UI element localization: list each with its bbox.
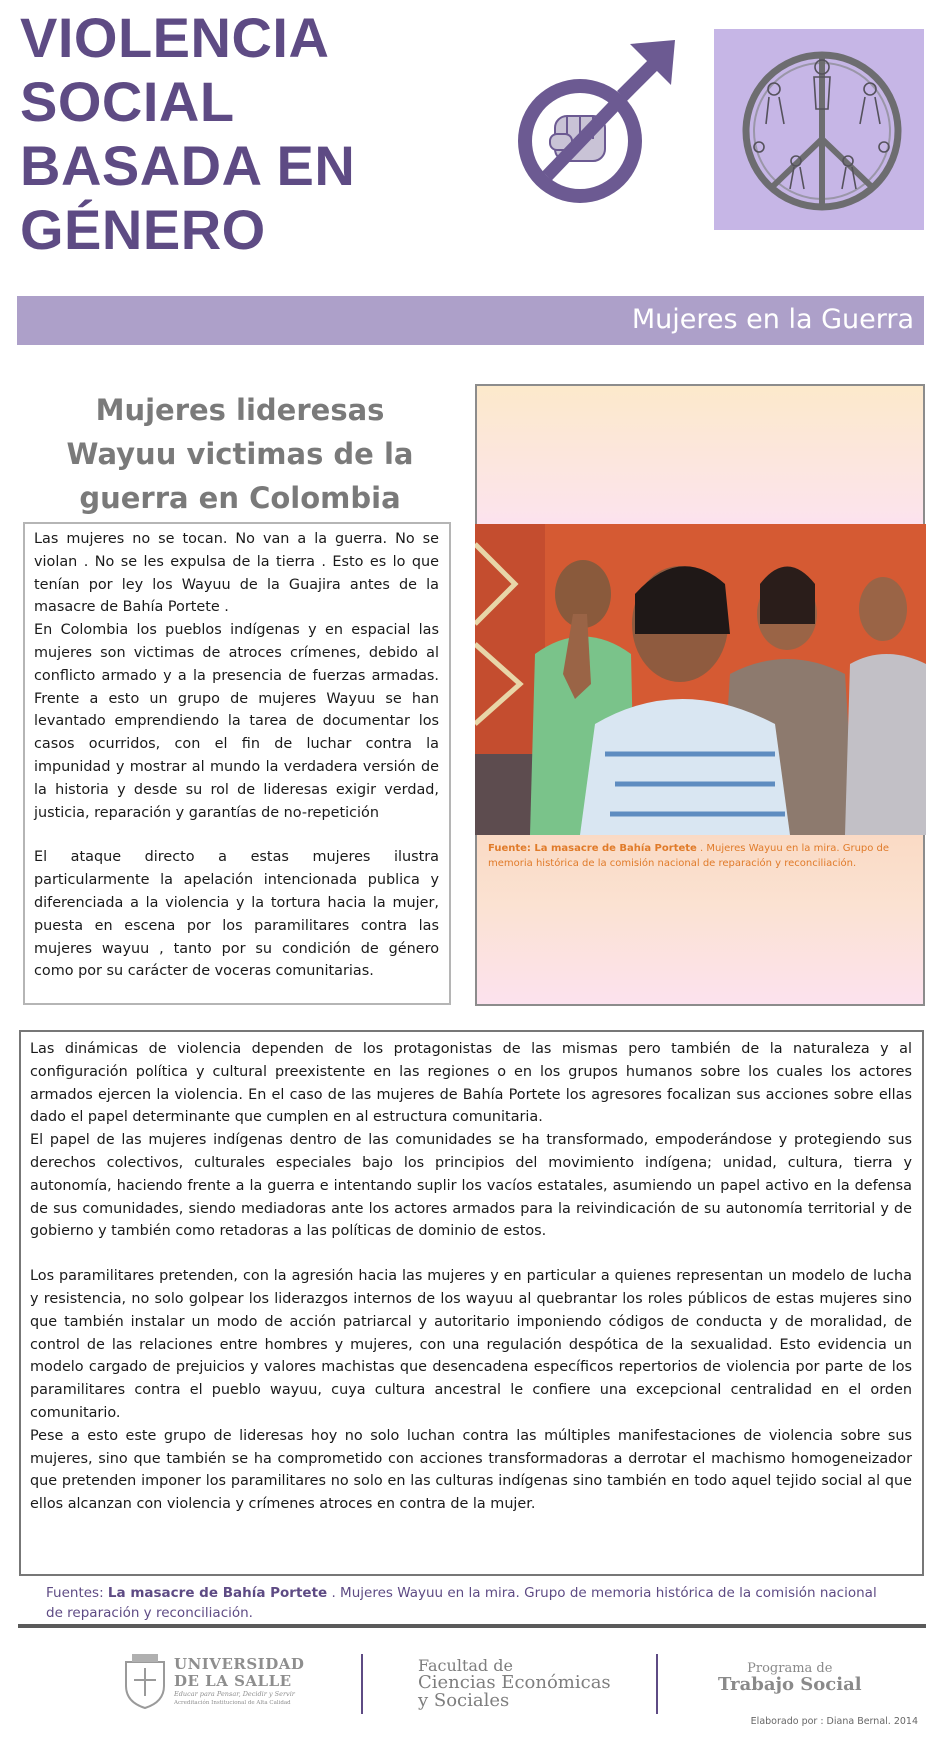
article-body-box [19, 1030, 924, 1576]
sources-label: Fuentes: [46, 1585, 108, 1601]
author-credit: Elaborado por : Diana Bernal. 2014 [750, 1716, 918, 1727]
body-paragraph-3: Los paramilitares pretenden, con la agresión hacia las mujeres y en particular a quienes representan un modelo de lucha y resistencia, no solo golpear los liderazgos internos de los wayuu al quebrantar los roles públicos de estas mujeres sino que también instalar un modo de acción patriarcal y autoritario imponiendo códigos de conducta y de moralidad, de control de las relaciones entre hombres y mujeres, con una regulación despótica de la sexualidad. Esto evidencia un modelo cargado de prejuicios y valores machistas que desencadena específicos repertorios de violencia por parte de los paramilitares contra el pueblo wayuu, cuya cultura ancestral le confiere una excepcional centralidad en el orden comunitario. [30, 1268, 912, 1421]
intro-paragraph-2: En Colombia los pueblos indígenas y en espacial las mujeres son victimas de atroces crímenes, debido al conflicto armado y a la presencia de fuerzas armadas. Frente a esto un grupo de mujeres Wayuu se han levantado emprendiendo la tarea de documentar los casos ocurridos, con el fin de luchar contra la impunidad y mostrar al mundo la verdadera versión de la historia y desde su rol de lideresas exigir verdad, justicia, reparación y garantías de no-repetición [34, 622, 439, 821]
program-logo [718, 1662, 862, 1694]
main-title [20, 6, 490, 262]
article-title: Mujeres lideresas Wayuu victimas de la guerra en Colombia [66, 393, 414, 515]
photo-caption [488, 841, 913, 871]
faculty-line-3: y Sociales [418, 1690, 510, 1711]
title-line-1: VIOLENCIA [20, 6, 330, 69]
title-line-4: GÉNERO [20, 198, 266, 261]
body-paragraph-4: Pese a esto este grupo de lideresas hoy no solo luchan contra las múltiples manifestaciones de violencia sobre sus mujeres, sino que también se ha comprometido con acciones transformadoras a derrotar el machismo homogeneizador que pretenden imponer los paramilitares no solo en las culturas indígenas sino también en todo aquel tejido social al que ellos alcanzan con violencia y crímenes atroces en contra de la mujer. [30, 1427, 912, 1513]
faculty-logo [418, 1658, 611, 1710]
section-banner [17, 296, 924, 345]
sources-note [46, 1583, 886, 1623]
sources-title: La masacre de Bahía Portete [107, 1585, 328, 1601]
faculty-line-1: Facultad de [418, 1656, 513, 1675]
footer-separator-1 [361, 1654, 363, 1714]
banner-text: Mujeres en la Guerra [631, 304, 914, 335]
wayuu-women-photo [475, 524, 926, 835]
university-crest-icon [122, 1652, 168, 1710]
article-intro-box [23, 522, 451, 1005]
photo-panel [475, 384, 925, 1006]
intro-paragraph-3: El ataque directo a estas mujeres ilustra particularmente la apelación intencionada publica y diferenciada a la violencia y la tortura hacia la mujer, puesta en escena por los paramilitares contra las mujeres wayuu , tanto por su condición de género como por su carácter de voceras comunitarias. [34, 849, 439, 980]
peace-sign-figures-illustration [714, 29, 924, 230]
title-line-3: BASADA EN [20, 134, 356, 197]
peace-sign-icon [714, 29, 924, 230]
photo-caption-source: Fuente: La masacre de Bahía Portete [488, 843, 697, 854]
university-accreditation: Acreditación Institucional de Alta Calidad [174, 1700, 291, 1706]
body-paragraph-2: El papel de las mujeres indígenas dentro de las comunidades se ha transformado, empoderándose y protegiendo sus derechos colectivos, culturales especiales bajo los principios del movimiento indígena; unidad, cultura, tierra y autonomía, haciendo frente a la guerra e intentando suplir los vacíos estatales, asumiendo un papel activo en la defensa de sus comunidades, siendo mediadoras ante los actores armados para la reivindicación de su autonomía territorial y de gobierno y también como retadoras a las políticas de dominio de estos. [30, 1132, 912, 1240]
footer-divider [18, 1624, 926, 1628]
photo-illustration [475, 524, 926, 835]
body-paragraph-1: Las dinámicas de violencia dependen de los protagonistas de las mismas pero también de la naturaleza y al configuración política y cultural preexistente en las regiones o en los grupos humanos sobre los cuales los actores armados ejercen la violencia. En el caso de las mujeres de Bahía Portete los agresores focalizan sus acciones sobre ellas dado el papel determinante que cumplen en al estructura comunitaria. [30, 1041, 912, 1126]
program-line-2: Trabajo Social [718, 1674, 862, 1695]
program-line-1: Programa de [747, 1661, 833, 1676]
university-motto: Educar para Pensar, Decidir y Servir [174, 1690, 295, 1698]
intro-paragraph-1: Las mujeres no se tocan. No van a la guerra. No se violan . No se les expulsa de la tierra . Esto es lo que tenían por ley los Wayuu de la Guajira antes de la masacre de Bahía Portete . [34, 531, 439, 616]
university-logo [122, 1652, 312, 1714]
male-fist-prohibition-icon [510, 36, 685, 211]
sources-detail: . Mujeres Wayuu en la mira. Grupo de memoria histórica de la comisión nacional de reparación y reconciliación. [46, 1585, 877, 1621]
footer-separator-2 [656, 1654, 658, 1714]
university-line-2: DE LA SALLE [174, 1672, 292, 1690]
university-name [174, 1656, 304, 1707]
photo-caption-detail: . Mujeres Wayuu en la mira. Grupo de memoria histórica de la comisión nacional de reparación y reconciliación. [488, 843, 890, 869]
faculty-line-2: Ciencias Económicas [418, 1672, 611, 1693]
university-line-1: UNIVERSIDAD [174, 1655, 305, 1673]
title-line-2: SOCIAL [20, 70, 235, 133]
